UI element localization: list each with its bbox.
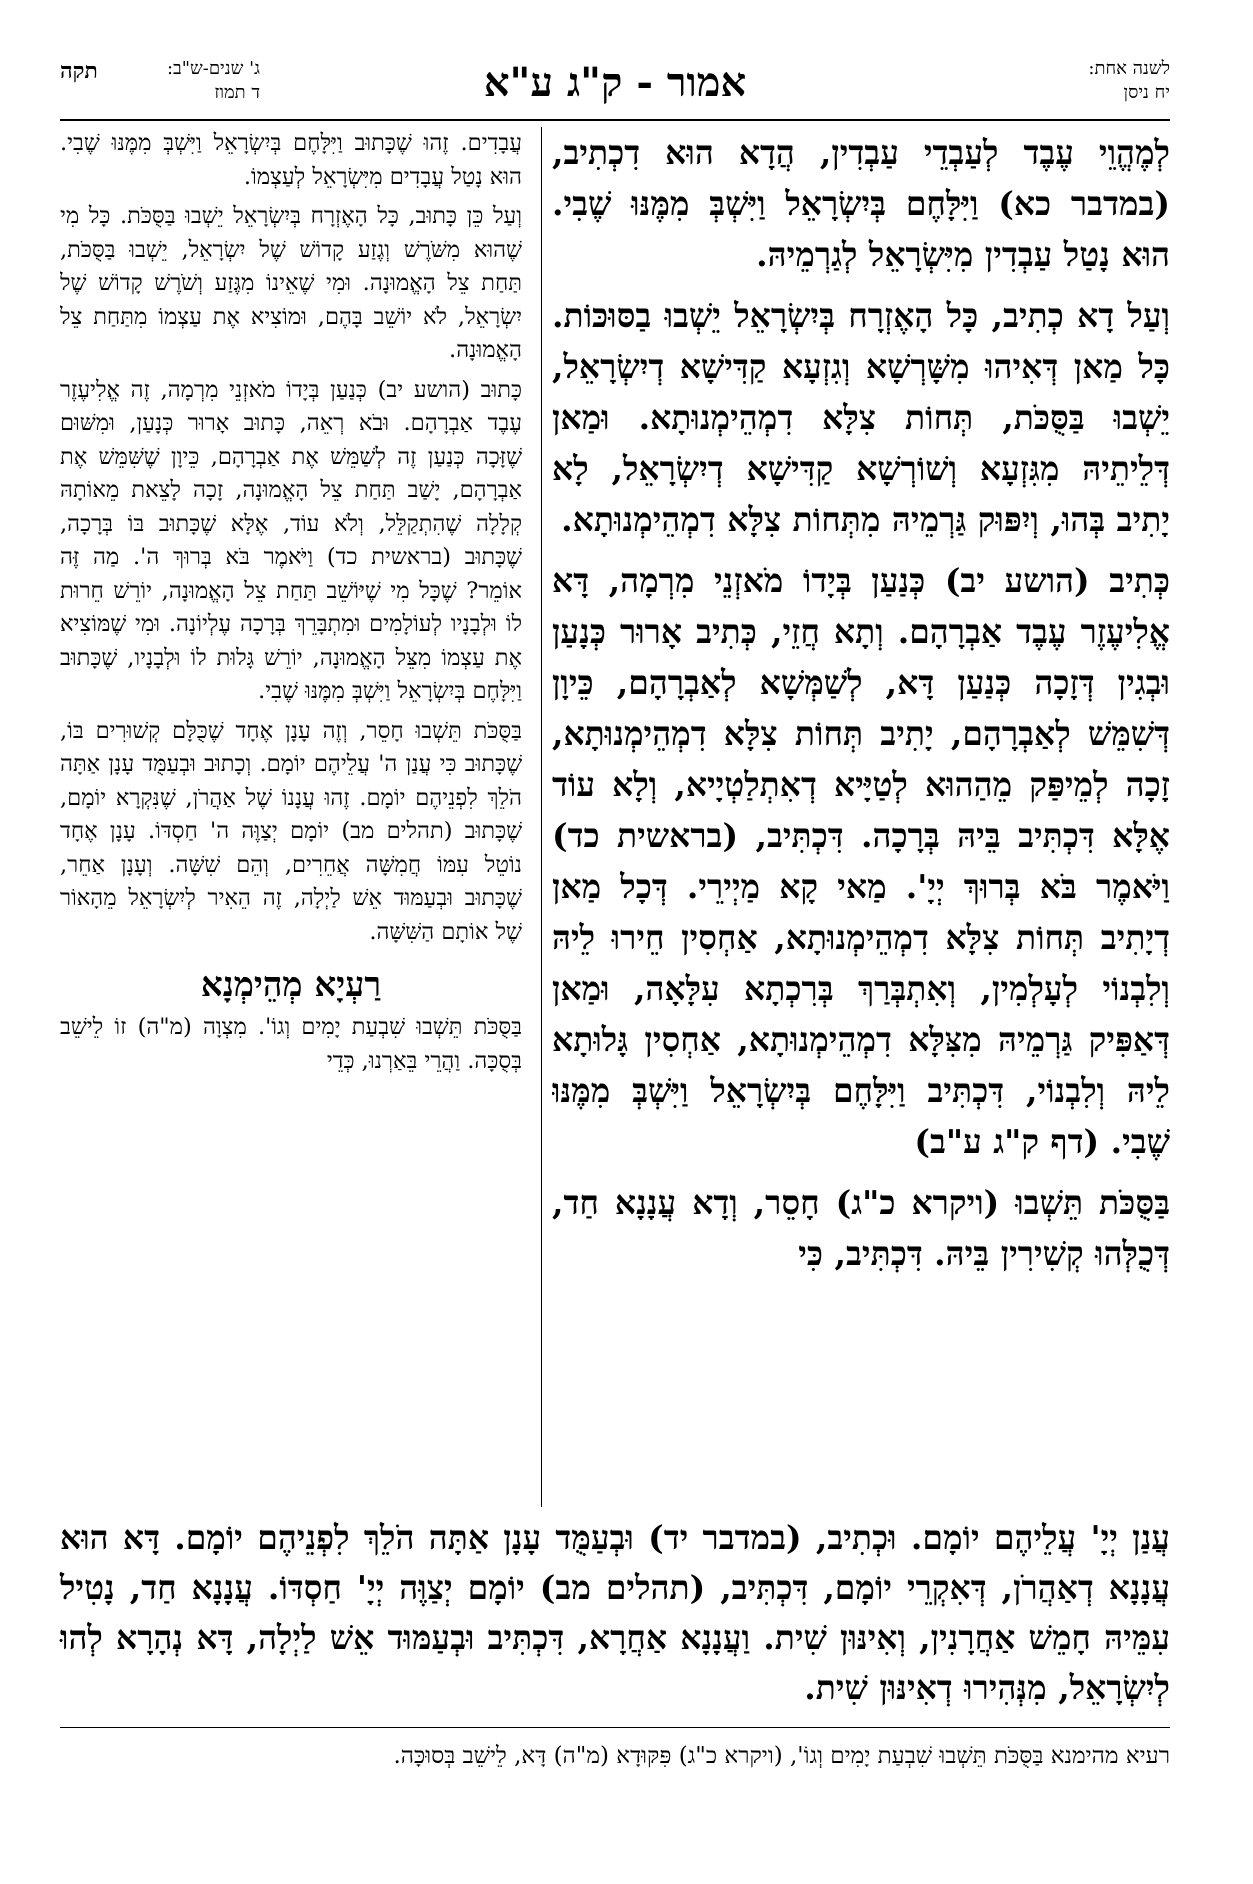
translation-paragraph: בַּסֻּכֹּת תֵּשְׁבוּ שִׁבְעַת יָמִים וְגוֹ'. מִצְוָה (מ"ה) זוֹ לֵישֵׁב בְּסֻכָּה. וַהֲרֵי בֵּאַרְנוּ, כְּדֵי <box>60 1014 522 1074</box>
main-column <box>552 127 1170 1507</box>
translation-paragraph: בַּסֻּכֹּת תֵּשְׁבוּ חָסֵר, וְזֶה עָנָן אֶחָד שֶׁכֻּלָּם קְשׁוּרִים בּוֹ, שֶׁכָּתוּב כִּי עֲנַן ה' עֲלֵיהֶם יוֹמָם. וְכָתוּב וּבְעַמֻּד עָנָן אַתָּה הֹלֵךְ לִפְנֵיהֶם יוֹמָם. זֶהוּ עֲנָנוֹ שֶׁל אַהֲרֹן, שֶׁנִּקְרָא יוֹמָם, שֶׁכָּתוּב (תהלים מב) יוֹמָם יְצַוֶּה ה' חַסְדּוֹ. עָנָן אֶחָד נוֹטֵל עִמּוֹ חֲמִשָּׁה אֲחֵרִים, וְהֵם שִׁשָּׁה. וְעָנָן אַחֵר, שֶׁכָּתוּב וּבְעַמּוּד אֵשׁ לַיְלָה, זֶה הֵאִיר לְיִשְׂרָאֵל מֵהָאוֹר שֶׁל אוֹתָם הַשִּׁשָּׁה. <box>60 717 522 945</box>
header-rule <box>60 119 1170 121</box>
main-paragraph: לְמֶהֱוֵי עֶבֶד לְעַבְדֵי עַבְדִין, הֲדָא הוּא דִכְתִיב, (במדבר כא) וַיִּלָּחֶם בְּיִשְׂרָאֵל וַיִּשְׁבְּ מִמֶּנּוּ שֶׁבִי. הוּא נָטַל עַבְדִין מִיִּשְׂרָאֵל לְגַרְמֵיהּ. <box>552 133 1170 274</box>
footer-text: רעיא מהימנא בַּסֻּכֹּת תֵּשְׁבוּ שִׁבְעַת יָמִים וְגוֹ', (ויקרא כ"ג) פִּקּוּדָא (מ"ה) דָּא, לֵישֵׁב בְּסוּכָּה. <box>393 1743 1170 1769</box>
three-year-label: ג' שנים-ש"ב: <box>166 58 260 79</box>
page-number: תקה <box>60 58 98 84</box>
translation-paragraph: כָּתוּב (הושע יב) כְּנַעַן בְּיָדוֹ מֹאזְנֵי מִרְמָה, זֶה אֱלִיעֶזֶר עֶבֶד אַבְרָהָם. וּבֹא רְאֵה, כָּתוּב אָרוּר כְּנָעַן, וּמִשּׁוּם שֶׁזָּכָה כְּנַעַן זֶה לְשַׁמֵּשׁ אֶת אַבְרָהָם, כֵּיוָן שֶׁשִּׁמֵּשׁ אֶת אַבְרָהָם, יָשַׁב תַּחַת צֵל הָאֱמוּנָה, זָכָה לָצֵאת מֵאוֹתָהּ קְלָלָה שֶׁהִתְקַלֵּל, וְלֹא עוֹד, אֶלָּא שֶׁכָּתוּב בּוֹ בְּרָכָה, שֶׁכָּתוּב (בראשית כד) וַיֹּאמֶר בֹּא בְּרוּךְ ה'. מַה זֶּה אוֹמֵר? שֶׁכָּל מִי שֶׁיּוֹשֵׁב תַּחַת צֵל הָאֱמוּנָה, יוֹרֵשׁ חֵרוּת לוֹ וּלְבָנָיו לְעוֹלָמִים וּמִתְבָּרֵךְ בְּרָכָה עֶלְיוֹנָה. וּמִי שֶׁמּוֹצִיא אֶת עַצְמוֹ מִצֵּל הָאֱמוּנָה, יוֹרֵשׁ גָּלוּת לוֹ וּלְבָנָיו, שֶׁכָּתוּב וַיִּלָּחֶם בְּיִשְׂרָאֵל וַיִּשְׁבְּ מִמֶּנּוּ שֶׁבִי. <box>60 376 522 704</box>
header-left-info <box>120 57 260 105</box>
footer-rule <box>60 1727 1170 1728</box>
main-paragraph: וְעַל דָא כְתִיב, כָּל הָאֶזְרָח בְּיִשְׂרָאֵל יֵשְׁבוּ בַסּוּכּוֹת. כָּל מַאן דְּאִיהוּ מִשָּׁרְשָׁא וְגִזְעָא קַדִּישָׁא דְיִשְׂרָאֵל, יֵשְׁבוּ בַּסֻּכֹּת, תְּחוֹת צִלָּא דִמְהֵימְנוּתָא. וּמַאן דְּלֵיתֵיהּ מִגִּזְעָא וְשׁוֹרְשָׁא קַדִּישָׁא דְיִשְׂרָאֵל, לָא יָתִיב בְּהוּ, וְיִפּוּק גַּרְמֵיהּ מִתְּחוֹת צִלָּא דִמְהֵימְנוּתָא. <box>552 296 1170 539</box>
page-header <box>60 55 1170 117</box>
section-heading: רַעְיָא מְהֵימְנָא <box>200 965 382 1005</box>
translation-paragraph: עֲבָדִים. זֶהוּ שֶׁכָּתוּב וַיִּלָּחֶם בְּיִשְׂרָאֵל וַיִּשְׁבְּ מִמֶּנּוּ שֶׁבִי. הוּא נָטַל עֲבָדִים מִיִּשְׂרָאֵל לְעַצְמוֹ. <box>60 130 522 190</box>
columns <box>60 127 1170 1507</box>
three-year-date: ד תמוז <box>214 82 260 103</box>
main-paragraph: כְּתִיב (הושע יב) כְּנַעַן בְּיָדוֹ מֹאזְנֵי מִרְמָה, דָּא אֱלִיעֶזֶר עֶבֶד אַבְרָהָם. וְתָא חֲזֵי, כְּתִיב אָרוּר כְּנָעַן וּבְגִין דְּזָכָה כְּנַעַן דָּא, לְשַׁמְּשָׁא לְאַבְרָהָם, כֵּיוָן דְּשִׁמֵּשׁ לְאַבְרָהָם, יָתִיב תְּחוֹת צִלָּא דִמְהֵימְנוּתָא, זָכָה לְמֵיפַּק מֵהַהוּא לְטַיָּיא דְאִתְלַטְיָיא, וְלָא עוֹד אֶלָּא דִּכְתִּיב בֵּיהּ בְּרָכָה. דִּכְתִּיב, (בראשית כד) וַיֹּאמֶר בֹּא בְּרוּךְ יְיָ'. מַאי קָא מַיְירֵי. דְּכָל מַאן דְיָתִיב תְּחוֹת צִלָּא דִמְהֵימְנוּתָא, אַחְסִין חֵירוּ לֵיהּ וְלִבְנוֹי לְעָלְמִין, וְאִתְבְּרַךְ בְּרִכְתָא עִלָּאָה, וּמַאן דְּאַפִּיק גַּרְמֵיהּ מִצִּלָּא דִמְהֵימְנוּתָא, אַחְסִין גָּלוּתָא לֵיהּ וְלִבְנוֹי, דִּכְתִּיב וַיִּלָּחֶם בְּיִשְׂרָאֵל וַיִּשְׁבְּ מִמֶּנּוּ שֶׁבִי. (דף ק"ג ע"ב) <box>552 561 1170 1161</box>
main-paragraph: בַּסֻּכֹּת תֵּשְׁבוּ (ויקרא כ"ג) חָסֵר, וְדָא עֲנָנָא חַד, דְּכֻלְּהוּ קְשִׁירִין בֵּיהּ. דִּכְתִּיב, כִּי <box>552 1183 1170 1273</box>
column-divider <box>541 127 542 1507</box>
full-width-paragraph: עֲנַן יְיָ' עֲלֵיהֶם יוֹמָם. וּכְתִיב, (במדבר יד) וּבְעַמֻּד עָנָן אַתָּה הֹלֵךְ לִפְנֵיהֶם יוֹמָם. דָּא הוּא עֲנָנָא דְאַהֲרֹן, דְּאִקְרֵי יוֹמָם, דִּכְתִּיב, (תהלים מב) יוֹמָם יְצַוֶּה יְיָ' חַסְדּוֹ. עֲנָנָא חַד, נָטִיל עִמֵּיהּ חָמֵשׁ אַחֲרָנִין, וְאִינּוּן שִׁית. וַעֲנָנָא אַחֲרָא, דִּכְתִּיב וּבְעַמּוּד אֵשׁ לַיְלָה, דָּא נְהָרָא לְהוּ לְיִשְׂרָאֵל, מִנְּהִירוּ דְאִינּוּן שִׁית. <box>60 1518 1170 1707</box>
one-year-date: יח ניסן <box>1123 82 1170 103</box>
translation-column <box>60 127 522 1507</box>
full-width-text <box>60 1513 1170 1713</box>
one-year-label: לשנה אחת: <box>1088 58 1170 79</box>
page-title: אמור - ק"ג ע"א <box>483 59 747 106</box>
translation-paragraph: וְעַל כֵּן כָּתוּב, כָּל הָאֶזְרָח בְּיִשְׂרָאֵל יֵשְׁבוּ בַּסֻּכֹּת. כָּל מִי שֶׁהוּא מִשֹּׁרֶשׁ וְגֶזַע קָדוֹשׁ שֶׁל יִשְׂרָאֵל, יֵשְׁבוּ בַּסֻּכֹּת, תַּחַת צֵל הָאֱמוּנָה. וּמִי שֶׁאֵינוֹ מִגֶּזַע וְשֹׁרֶשׁ קָדוֹשׁ שֶׁל יִשְׂרָאֵל, לֹא יוֹשֵׁב בָּהֶם, וּמוֹצִיא אֶת עַצְמוֹ מִתַּחַת צֵל הָאֱמוּנָה. <box>60 203 522 363</box>
page <box>60 55 1170 1855</box>
